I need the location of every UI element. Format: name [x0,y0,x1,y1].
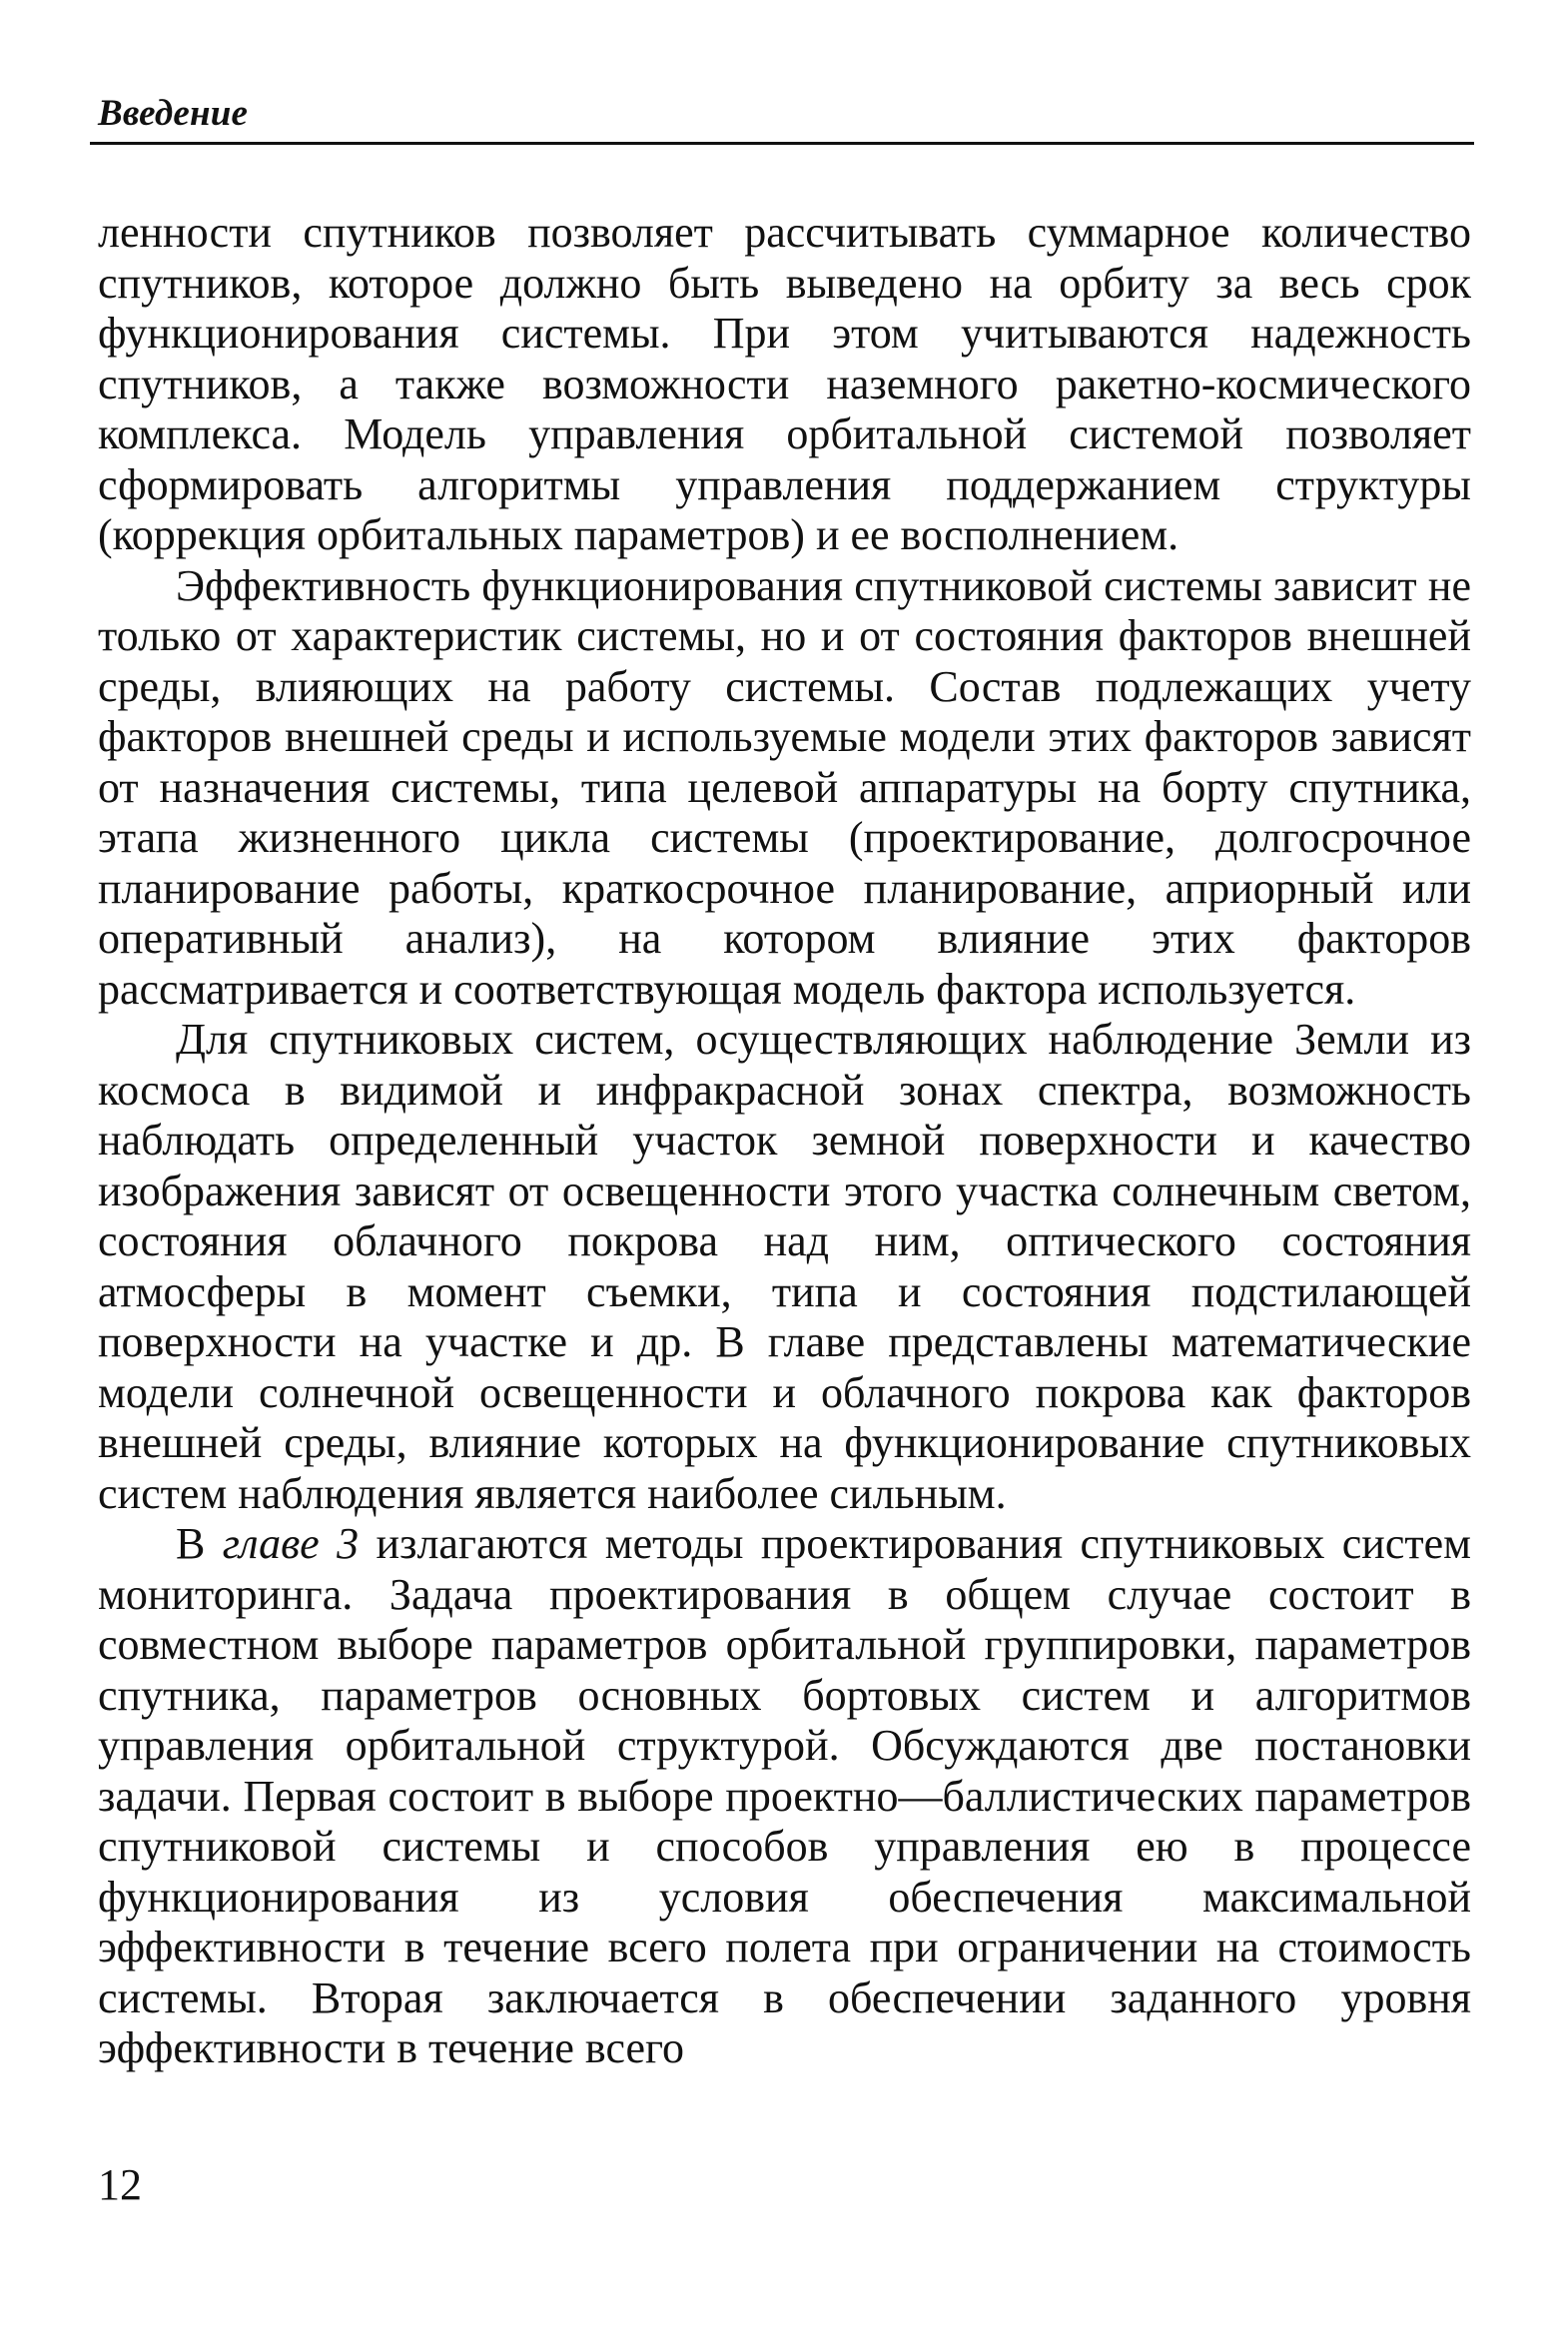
body-text [98,208,1471,2074]
running-head-title: Введение [98,93,249,134]
paragraph-4-text: излагаются методы проектирования спутниковых систем мониторинга. Задача проектирования в общем случае состоит в совместном выборе параметров орбитальной группировки, параметров спутника, параметров основных бортовых систем и алгоритмов управления орбитальной структурой. Обсуждаются две постановки задачи. Первая состоит в выборе проектно—баллистических параметров спутниковой системы и способов управления ею в процессе функционирования из условия обеспечения максимальной эффективности в течение всего полета при ограничении на стоимость системы. Вторая заключается в обеспечении заданного уровня эффективности в течение всего [98,1519,1471,2072]
paragraph-4 [98,1519,1471,2074]
page-number: 12 [98,2160,142,2209]
paragraph-3: Для спутниковых систем, осуществляющих наблюдение Земли из космоса в видимой и инфракрасной зонах спектра, возможность наблюдать определенный участок земной поверхности и качество изображения зависят от освещенности этого участка солнечным светом, состояния облачного покрова над ним, оптического состояния атмосферы в момент съемки, типа и состояния подстилающей поверхности на участке и др. В главе представлены математические модели солнечной освещенности и облачного покрова как факторов внешней среды, влияние которых на функционирование спутниковых систем наблюдения является наиболее сильным. [98,1015,1471,1518]
header-rule [90,142,1474,145]
chapter-reference: главе 3 [222,1519,360,1568]
paragraph-4-prefix: В [176,1519,223,1568]
paragraph-2: Эффективность функционирования спутниковой системы зависит не только от характеристик системы, но и от состояния факторов внешней среды, влияющих на работу системы. Состав подлежащих учету факторов внешней среды и используемые модели этих факторов зависят от назначения системы, типа целевой аппаратуры на борту спутника, этапа жизненного цикла системы (проектирование, долгосрочное планирование работы, краткосрочное планирование, априорный или оперативный анализ), на котором влияние этих факторов рассматривается и соответствующая модель фактора используется. [98,560,1471,1014]
paragraph-1: ленности спутников позволяет рассчитывать суммарное количество спутников, которое должно быть выведено на орбиту за весь срок функционирования системы. При этом учитываются надежность спутников, а также возможности наземного ракетно-космического комплекса. Модель управления орбитальной системой позволяет сформировать алгоритмы управления поддержанием структуры (коррекция орбитальных параметров) и ее восполнением. [98,208,1471,559]
